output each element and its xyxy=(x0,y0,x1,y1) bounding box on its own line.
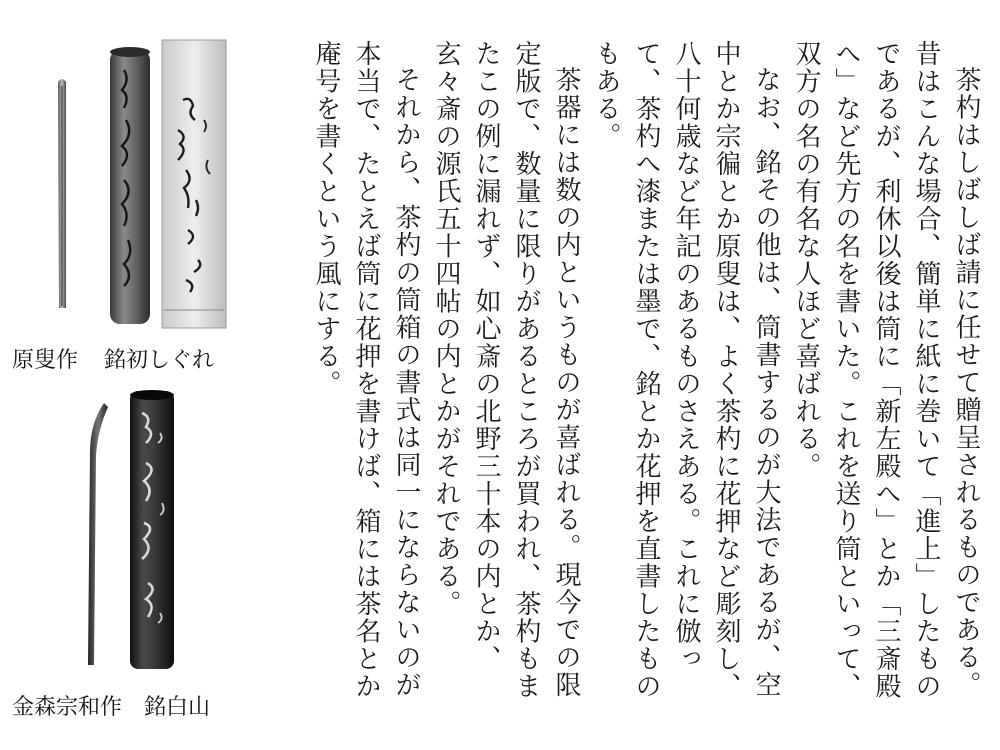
paragraph-1: 茶杓はしばしば請に任せて贈呈されるものである。昔はこんな場合、簡単に紙に巻いて「進上」したものであるが、利休以後は筒に「新左殿へ」とか「三斎殿へ」など先方の名を書いた。これを送り筒といって、双方の名の有名な人ほど喜ばれる。 xyxy=(791,40,981,700)
caption-top-maker: 原叟作 xyxy=(12,348,79,373)
tube-hakusan xyxy=(130,390,174,669)
chashaku-hakusan xyxy=(88,403,108,665)
chashaku-hatsushigure xyxy=(58,79,66,308)
caption-top xyxy=(12,343,214,374)
photo-hakusan xyxy=(60,383,230,673)
caption-top-name: 銘初しぐれ xyxy=(104,348,215,373)
paragraph-2: なお、銘その他は、筒書するのが大法であるが、空中とか宗徧とか原叟は、よく茶杓に花押など彫刻し、八十何歳など年記のあるものさえある。これに倣って、茶杓へ漆または墨で、銘とか花押を直書したものもある。 xyxy=(591,40,781,700)
paragraph-4: それから、茶杓の筒箱の書式は同一にならないのが本当で、たとえば筒に花押を書けば、箱には茶名とか庵号を書くという風にする。 xyxy=(311,40,421,700)
photo-hatsushigure xyxy=(28,30,228,330)
tube-hatsushigure xyxy=(110,47,150,324)
caption-bottom xyxy=(12,690,210,721)
box-lid-hatsushigure xyxy=(162,40,226,328)
caption-bottom-maker: 金森宗和作 xyxy=(12,695,123,720)
body-text xyxy=(226,40,986,720)
paragraph-3: 茶器には数の内というものが喜ばれる。現今での限定版で、数量に限りがあるところが買われ、茶杓もまたこの例に漏れず、如心斎の北野三十本の内とか、玄々斎の源氏五十四帖の内とかがそれである。 xyxy=(431,40,581,700)
caption-bottom-name: 銘白山 xyxy=(144,695,211,720)
